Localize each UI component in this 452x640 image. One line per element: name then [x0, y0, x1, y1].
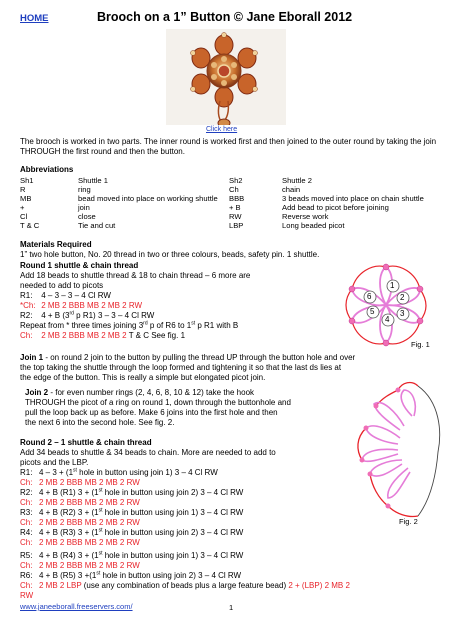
round2-step [20, 498, 140, 508]
step-label: R1: [20, 291, 33, 300]
round1-ch2 [20, 331, 185, 341]
step-label: Ch: [20, 518, 33, 527]
round2-step [20, 538, 140, 548]
step-label: Ch: [20, 561, 33, 570]
round2-intro-line: picots and the LBP. [20, 458, 89, 467]
home-link[interactable]: HOME [20, 13, 49, 24]
join1-line: the top taking the shuttle through the loop formed and tightening it so that the last ds lies at [20, 363, 342, 372]
abbr-value: Add bead to picot before joining [282, 203, 389, 212]
materials-heading: Materials Required [20, 240, 92, 249]
round2-last-rw: RW [20, 591, 34, 600]
step-text: 2 MB 2 LBP [39, 581, 82, 590]
step-text: (use any combination of beads plus a large feature bead) [81, 581, 289, 590]
abbr-value: Shuttle 1 [78, 176, 108, 185]
figure-2-diagram [352, 372, 442, 542]
ring-number: 4 [385, 315, 390, 324]
materials-text: 1” two hole button, No. 20 thread in two or three colours, beads, safety pin. 1 shuttle. [20, 250, 320, 259]
round2-last-chain [20, 581, 350, 591]
round2-step [20, 551, 243, 561]
abbr-key: Ch [229, 185, 239, 194]
step-text: Repeat from * three times joining 3 [20, 321, 144, 330]
abbr-key: Sh1 [20, 176, 34, 185]
step-text: 2 MB 2 BBB MB 2 MB 2 RW [39, 518, 140, 527]
ordinal-suffix: st [191, 320, 196, 327]
abbr-value: chain [282, 185, 301, 194]
abbr-key: Cl [20, 212, 28, 221]
step-text: 2 MB 2 BBB MB 2 MB 2 RW [39, 498, 140, 507]
ordinal-suffix: rd [69, 310, 74, 317]
round2-step [20, 468, 218, 478]
abbr-value: ring [78, 185, 91, 194]
abbr-value: 3 beads moved into place on chain shuttle [282, 194, 424, 203]
abbr-value: Reverse work [282, 212, 329, 221]
step-text: 2 MB 2 BBB MB 2 MB 2 RW [39, 478, 140, 487]
step-text: 4 + B (R2) 3 + (1 [39, 508, 99, 517]
step-text: 4 + B (3 [41, 311, 70, 320]
step-text: 4 + B (R3) 3 + (1 [39, 528, 99, 537]
round1-r2 [20, 311, 154, 321]
round2-intro-line: Add 34 beads to shuttle & 34 beads to chain. More are needed to add to [20, 448, 276, 457]
step-text: 2 MB 2 BBB MB 2 MB 2 [41, 331, 127, 340]
page-title: Brooch on a 1” Button © Jane Eborall 2012 [97, 10, 353, 24]
ordinal-suffix: st [98, 527, 103, 534]
join2-line: THROUGH the picot of a ring on round 1, down through the buttonhole and [25, 398, 291, 407]
round2-step [20, 508, 243, 518]
step-label: R1: [20, 468, 33, 477]
abbr-key: Sh2 [229, 176, 243, 185]
step-label: R5: [20, 551, 33, 560]
step-text: p of R6 to 1 [147, 321, 192, 330]
step-text: T & C See fig. 1 [126, 331, 186, 340]
step-text: hole in button using join 1) 3 – 4 Cl RW [102, 551, 244, 560]
abbr-key: + B [229, 203, 241, 212]
join1-line [20, 353, 355, 363]
footer-site-link[interactable]: www.janeeborall.freeservers.com/ [20, 602, 133, 611]
abbr-key: RW [229, 212, 242, 221]
step-text: 4 – 3 + (1 [39, 468, 74, 477]
step-label: R2: [20, 488, 33, 497]
round2-step [20, 518, 140, 528]
intro-text: The brooch is worked in two parts. The inner round is worked first and then joined to the outer round by taking the join THROUGH the first round and then the button. [20, 137, 437, 156]
round2-heading: Round 2 – 1 shuttle & chain thread [20, 438, 152, 447]
step-label: Ch: [20, 478, 33, 487]
abbr-value: close [78, 212, 96, 221]
ordinal-suffix: st [96, 570, 101, 577]
step-text: 2 MB 2 BBB MB 2 MB 2 RW [39, 538, 140, 547]
abbr-value: Long beaded picot [282, 221, 345, 230]
ring-number: 2 [400, 293, 405, 302]
ring-number: 5 [370, 307, 375, 316]
round2-step [20, 528, 243, 538]
ring-number: 3 [400, 309, 405, 318]
ordinal-suffix: rd [143, 320, 148, 327]
round1-intro-line: needed to add to picots [20, 281, 104, 290]
step-text: hole in button using join 1) 3 – 4 Cl RW [76, 468, 218, 477]
abbr-key: R [20, 185, 26, 194]
round1-heading: Round 1 shuttle & chain thread [20, 261, 139, 270]
figure-2-label: Fig. 2 [399, 517, 418, 526]
ring-number: 6 [367, 292, 372, 301]
join1-text: - on round 2 join to the button by pulling the thread UP through the button hole and over [43, 353, 356, 362]
step-text: hole in button using join 2) 3 – 4 Cl RW [102, 528, 244, 537]
step-label: Ch: [20, 538, 33, 547]
abbr-value: join [78, 203, 90, 212]
round2-step [20, 488, 243, 498]
abbr-value: Tie and cut [78, 221, 116, 230]
abbr-key: T & C [20, 221, 40, 230]
step-label: *Ch: [20, 301, 36, 310]
join2-text: - for even number rings (2, 4, 6, 8, 10 & 12) take the hook [48, 388, 255, 397]
step-label: R3: [20, 508, 33, 517]
step-text: hole in button using join 2) 3 – 4 Cl RW [102, 488, 244, 497]
round2-step [20, 571, 241, 581]
join1-line: the edge of the button. This is really a simple but elongated picot join. [20, 373, 266, 382]
step-label: R6: [20, 571, 33, 580]
ordinal-suffix: st [98, 507, 103, 514]
step-text: 4 – 3 – 3 – 4 Cl RW [41, 291, 111, 300]
step-label: Ch: [20, 581, 33, 590]
join1-label: Join 1 [20, 353, 44, 362]
figure-1-label: Fig. 1 [411, 340, 430, 349]
round1-ch1 [20, 301, 142, 311]
step-text: hole in button using join 2) 3 – 4 Cl RW [100, 571, 242, 580]
abbr-key: LBP [229, 221, 244, 230]
page-number: 1 [229, 603, 234, 612]
round1-repeat [20, 321, 238, 331]
ordinal-suffix: st [98, 487, 103, 494]
photo-link[interactable]: Click here [206, 126, 238, 133]
ordinal-suffix: st [98, 550, 103, 557]
ring-number: 1 [390, 281, 395, 290]
step-text: hole in button using join 1) 3 – 4 Cl RW [102, 508, 244, 517]
abbr-value: bead moved into place on working shuttle [78, 194, 218, 203]
step-text: p R1 with B [195, 321, 239, 330]
step-text: 4 + B (R1) 3 + (1 [39, 488, 99, 497]
round2-step [20, 561, 140, 571]
step-label: R2: [20, 311, 33, 320]
round1-r1 [20, 291, 111, 301]
join2-line: the next 6 into the second hole. See fig. 2. [25, 418, 175, 427]
round2-step [20, 478, 140, 488]
join2-label: Join 2 [25, 388, 49, 397]
step-label: Ch: [20, 331, 33, 340]
abbr-value: Shuttle 2 [282, 176, 312, 185]
join2-line [25, 388, 254, 398]
abbr-key: + [20, 203, 25, 212]
step-text: 4 + B (R4) 3 + (1 [39, 551, 99, 560]
step-text: 2 MB 2 BBB MB 2 MB 2 RW [41, 301, 143, 310]
step-text: 2 MB 2 BBB MB 2 MB 2 RW [39, 561, 140, 570]
abbreviations-heading: Abbreviations [20, 165, 74, 174]
step-text: 2 + (LBP) 2 MB 2 [288, 581, 350, 590]
join2-line: pull the loop back up as before. Make 6 joins into the first hole and then [25, 408, 278, 417]
step-label: R4: [20, 528, 33, 537]
abbr-key: MB [20, 194, 32, 203]
step-label: Ch: [20, 498, 33, 507]
abbr-key: BBB [229, 194, 245, 203]
ordinal-suffix: st [73, 467, 77, 474]
step-text: p R1) 3 – 3 – 4 Cl RW [73, 311, 155, 320]
step-text: 4 + B (R5) 3 +(1 [39, 571, 97, 580]
round1-intro-line: Add 18 beads to shuttle thread & 18 to chain thread – 6 more are [20, 271, 251, 280]
brooch-photo [166, 29, 286, 125]
